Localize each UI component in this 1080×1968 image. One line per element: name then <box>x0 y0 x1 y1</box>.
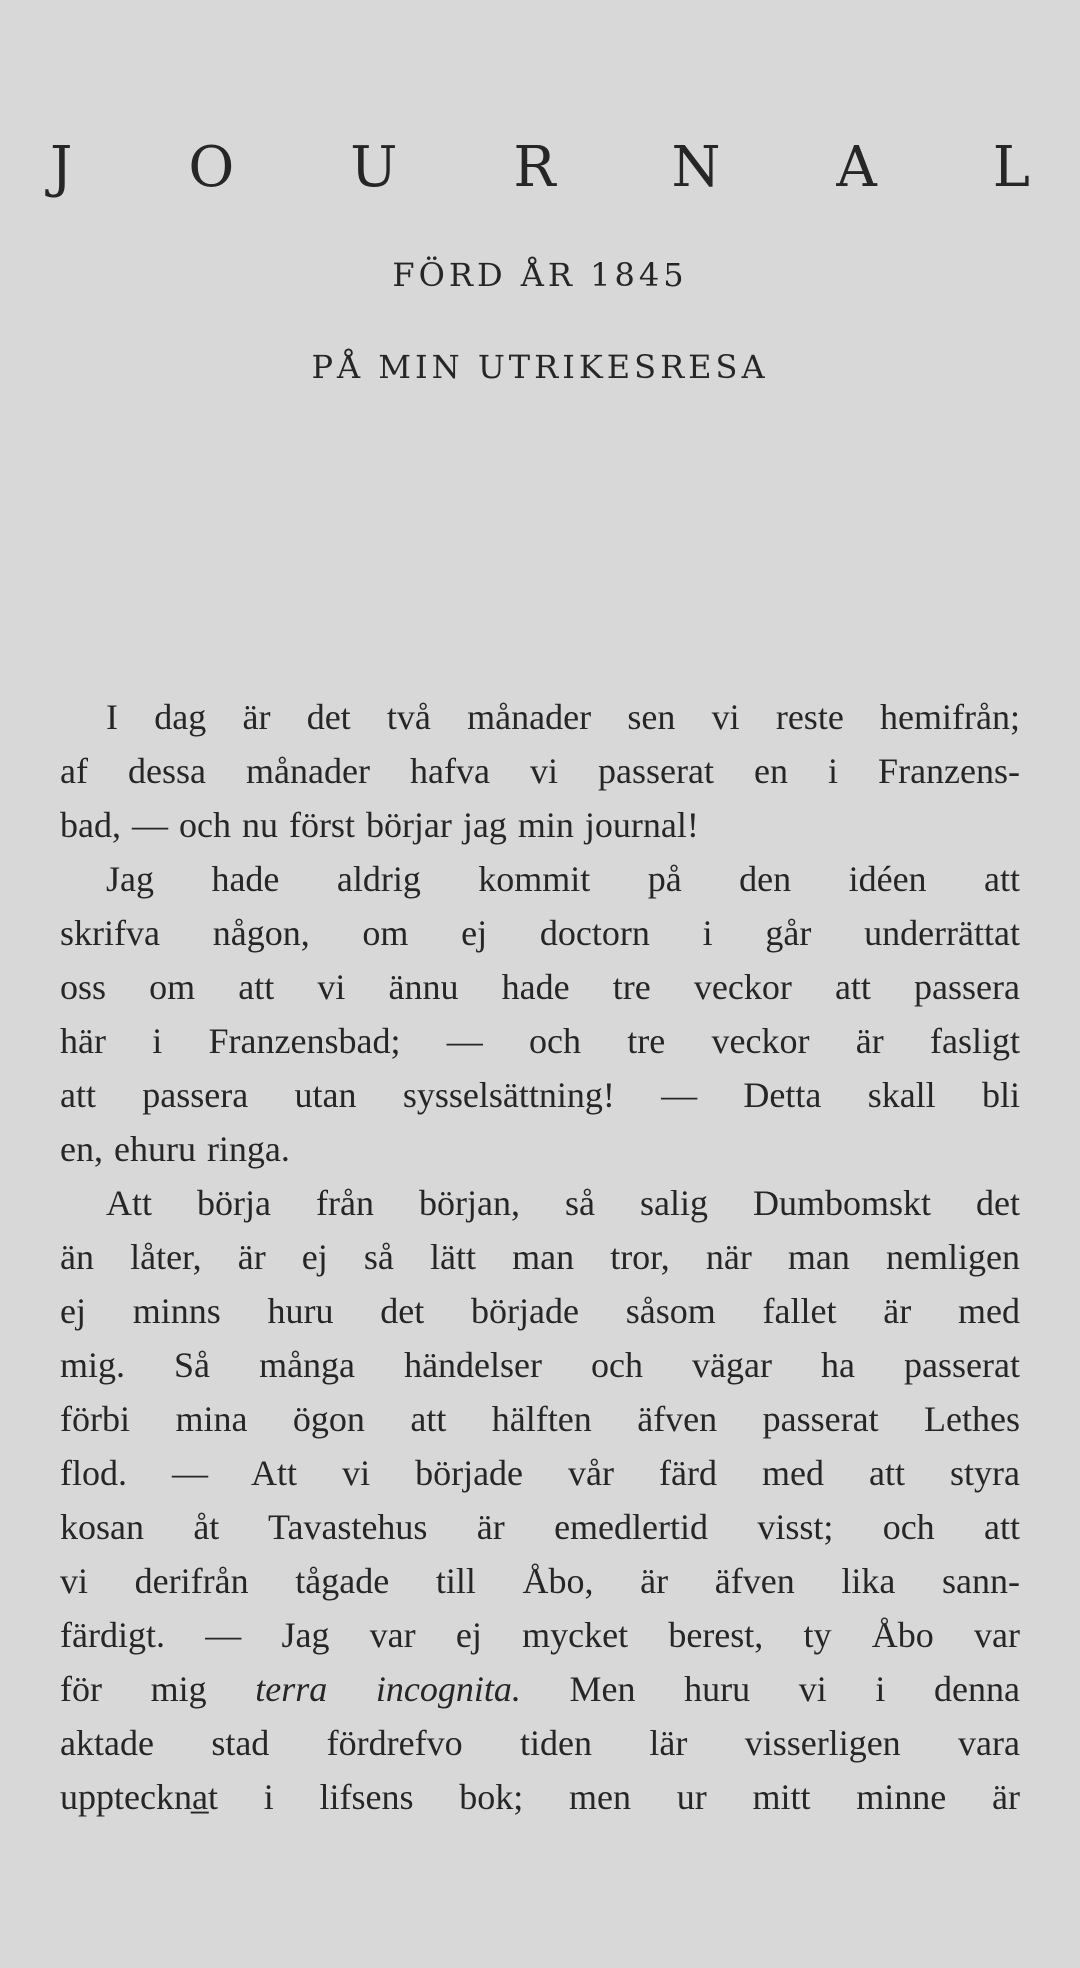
text-fragment: för mig <box>60 1669 256 1709</box>
body-text <box>60 690 1020 1824</box>
title-letter: A <box>836 135 877 200</box>
text-line: här i Franzensbad; — och tre veckor är fasligt <box>60 1021 1020 1061</box>
text-line-italic-mix <box>60 1662 1020 1716</box>
subtitle-year: FÖRD ÅR 1845 <box>392 256 688 294</box>
italic-phrase: terra incognita. <box>255 1669 521 1709</box>
text-line: att passera utan sysselsättning! — Detta skall bli <box>60 1075 1020 1115</box>
page-title <box>50 128 1030 208</box>
text-line: färdigt. — Jag var ej mycket berest, ty Åbo var <box>60 1615 1020 1655</box>
text-line: aktade stad fördrefvo tiden lär visserligen vara <box>60 1723 1020 1763</box>
text-line: bad, — och nu först börjar jag min journal! <box>60 805 699 845</box>
title-letter: O <box>188 135 235 200</box>
title-letter: U <box>350 135 398 200</box>
title-letter: J <box>50 135 73 200</box>
text-line: I dag är det två månader sen vi reste hemifrån; <box>106 697 1020 737</box>
text-line: vi derifrån tågade till Åbo, är äfven lika sann- <box>60 1561 1020 1601</box>
text-line: uppteckna̲t i lifsens bok; men ur mitt minne är <box>60 1777 1020 1817</box>
text-line: Jag hade aldrig kommit på den idéen att <box>106 859 1020 899</box>
subtitle-trip: PÅ MIN UTRIKESRESA <box>311 348 769 386</box>
text-line: än låter, är ej så lätt man tror, när man nemligen <box>60 1237 1020 1277</box>
text-line: af dessa månader hafva vi passerat en i Franzens- <box>60 751 1020 791</box>
text-line: kosan åt Tavastehus är emedlertid visst; och att <box>60 1507 1020 1547</box>
text-line: oss om att vi ännu hade tre veckor att passera <box>60 967 1020 1007</box>
text-line: mig. Så många händelser och vägar ha passerat <box>60 1345 1020 1385</box>
text-fragment: Men huru vi i denna <box>520 1669 1021 1709</box>
title-letter: N <box>671 135 721 200</box>
text-line: Att börja från början, så salig Dumbomskt det <box>106 1183 1020 1223</box>
text-line: flod. — Att vi började vår färd med att styra <box>60 1453 1020 1493</box>
text-line: skrifva någon, om ej doctorn i går underrättat <box>60 913 1020 953</box>
text-line: ej minns huru det började såsom fallet är med <box>60 1291 1020 1331</box>
text-line: förbi mina ögon att hälften äfven passerat Lethes <box>60 1399 1020 1439</box>
title-letter: R <box>513 135 556 200</box>
title-letter: L <box>992 135 1030 200</box>
text-line: en, ehuru ringa. <box>60 1129 290 1169</box>
